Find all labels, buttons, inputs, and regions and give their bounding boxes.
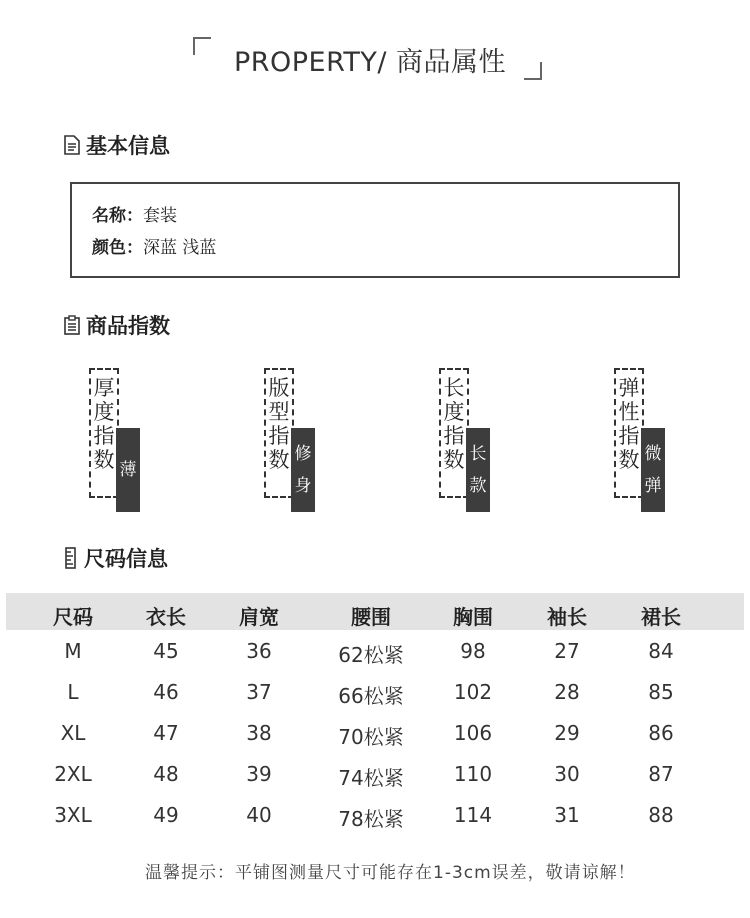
basic-info-box bbox=[70, 182, 680, 278]
size-heading bbox=[64, 543, 168, 573]
index-gauge-value bbox=[116, 428, 140, 512]
index-value-char: 长 bbox=[469, 444, 487, 464]
size-cell: 38 bbox=[246, 721, 272, 745]
name-row bbox=[92, 201, 177, 226]
index-value-char: 身 bbox=[294, 476, 312, 496]
size-title: 尺码信息 bbox=[84, 547, 168, 571]
measurement-note: 温馨提示：平铺图测量尺寸可能存在1-3cm误差，敬请谅解！ bbox=[145, 863, 636, 883]
name-value: 套装 bbox=[143, 206, 177, 226]
index-label-char: 数 bbox=[93, 448, 115, 472]
index-value-char: 修 bbox=[294, 444, 312, 464]
size-cell: 87 bbox=[648, 762, 674, 786]
index-label-char: 数 bbox=[618, 448, 640, 472]
size-cell: 29 bbox=[554, 721, 580, 745]
index-label-char: 厚 bbox=[93, 376, 115, 400]
size-cell: 78松紧 bbox=[338, 807, 404, 831]
index-value-char: 款 bbox=[469, 476, 487, 496]
basic-info-title: 基本信息 bbox=[86, 134, 170, 158]
index-gauge-value bbox=[466, 428, 490, 512]
index-label-char: 数 bbox=[268, 448, 290, 472]
index-label-char: 弹 bbox=[618, 376, 640, 400]
size-cell: 31 bbox=[554, 803, 580, 827]
color-label: 颜色： bbox=[92, 238, 143, 258]
size-col-header: 尺码 bbox=[53, 605, 93, 629]
size-cell: 86 bbox=[648, 721, 674, 745]
size-cell: 39 bbox=[246, 762, 272, 786]
size-cell: 62松紧 bbox=[338, 643, 404, 667]
size-col-header: 胸围 bbox=[453, 605, 493, 629]
size-cell: 48 bbox=[153, 762, 179, 786]
size-cell: 45 bbox=[153, 639, 179, 663]
index-gauge bbox=[264, 368, 326, 514]
index-label-char: 指 bbox=[93, 424, 115, 448]
index-value-char: 弹 bbox=[644, 476, 662, 496]
index-value-char: 薄 bbox=[119, 460, 137, 480]
index-label-char: 指 bbox=[618, 424, 640, 448]
color-row bbox=[92, 233, 216, 258]
index-label-char: 指 bbox=[268, 424, 290, 448]
index-title: 商品指数 bbox=[86, 314, 170, 338]
size-cell: 49 bbox=[153, 803, 179, 827]
size-cell: 30 bbox=[554, 762, 580, 786]
index-label-char: 度 bbox=[443, 400, 465, 424]
size-cell: XL bbox=[60, 721, 86, 745]
index-label-char: 指 bbox=[443, 424, 465, 448]
name-label: 名称： bbox=[92, 206, 143, 226]
index-gauge-value bbox=[641, 428, 665, 512]
size-cell: 85 bbox=[648, 680, 674, 704]
index-label-char: 数 bbox=[443, 448, 465, 472]
index-label-char: 长 bbox=[443, 376, 465, 400]
size-cell: 2XL bbox=[54, 762, 92, 786]
size-cell: 3XL bbox=[54, 803, 92, 827]
index-heading bbox=[64, 310, 170, 340]
size-cell: 46 bbox=[153, 680, 179, 704]
index-label-char: 型 bbox=[268, 400, 290, 424]
size-cell: 27 bbox=[554, 639, 580, 663]
color-value: 深蓝 浅蓝 bbox=[143, 238, 217, 258]
size-cell: M bbox=[64, 639, 82, 663]
size-cell: 98 bbox=[460, 639, 486, 663]
size-cell: 36 bbox=[246, 639, 272, 663]
size-cell: 106 bbox=[453, 721, 493, 745]
size-cell: 114 bbox=[453, 803, 493, 827]
index-gauge-label bbox=[89, 368, 119, 498]
index-label-char: 度 bbox=[93, 400, 115, 424]
size-cell: 40 bbox=[246, 803, 272, 827]
document-icon bbox=[64, 135, 80, 155]
index-gauge bbox=[614, 368, 676, 514]
size-col-header: 袖长 bbox=[547, 605, 587, 629]
index-label-char: 性 bbox=[618, 400, 640, 424]
size-cell: 66松紧 bbox=[338, 684, 404, 708]
size-col-header: 裙长 bbox=[641, 605, 681, 629]
page-title: PROPERTY/ 商品属性 bbox=[233, 47, 507, 78]
index-gauge-label bbox=[264, 368, 294, 498]
size-cell: 70松紧 bbox=[338, 725, 404, 749]
index-gauge-label bbox=[439, 368, 469, 498]
index-gauge bbox=[89, 368, 151, 514]
index-gauge bbox=[439, 368, 501, 514]
size-cell: 47 bbox=[153, 721, 179, 745]
size-cell: 74松紧 bbox=[338, 766, 404, 790]
size-cell: L bbox=[67, 680, 79, 704]
basic-info-heading bbox=[64, 130, 170, 160]
size-cell: 88 bbox=[648, 803, 674, 827]
size-col-header: 衣长 bbox=[146, 605, 186, 629]
size-cell: 37 bbox=[246, 680, 272, 704]
size-col-header: 肩宽 bbox=[239, 605, 279, 629]
size-cell: 84 bbox=[648, 639, 674, 663]
size-cell: 110 bbox=[453, 762, 493, 786]
index-gauge-value bbox=[291, 428, 315, 512]
ruler-icon bbox=[64, 547, 78, 569]
size-cell: 102 bbox=[453, 680, 493, 704]
index-label-char: 版 bbox=[268, 376, 290, 400]
index-gauge-label bbox=[614, 368, 644, 498]
size-col-header: 腰围 bbox=[351, 605, 391, 629]
index-value-char: 微 bbox=[644, 444, 662, 464]
size-cell: 28 bbox=[554, 680, 580, 704]
clipboard-icon bbox=[64, 315, 80, 335]
